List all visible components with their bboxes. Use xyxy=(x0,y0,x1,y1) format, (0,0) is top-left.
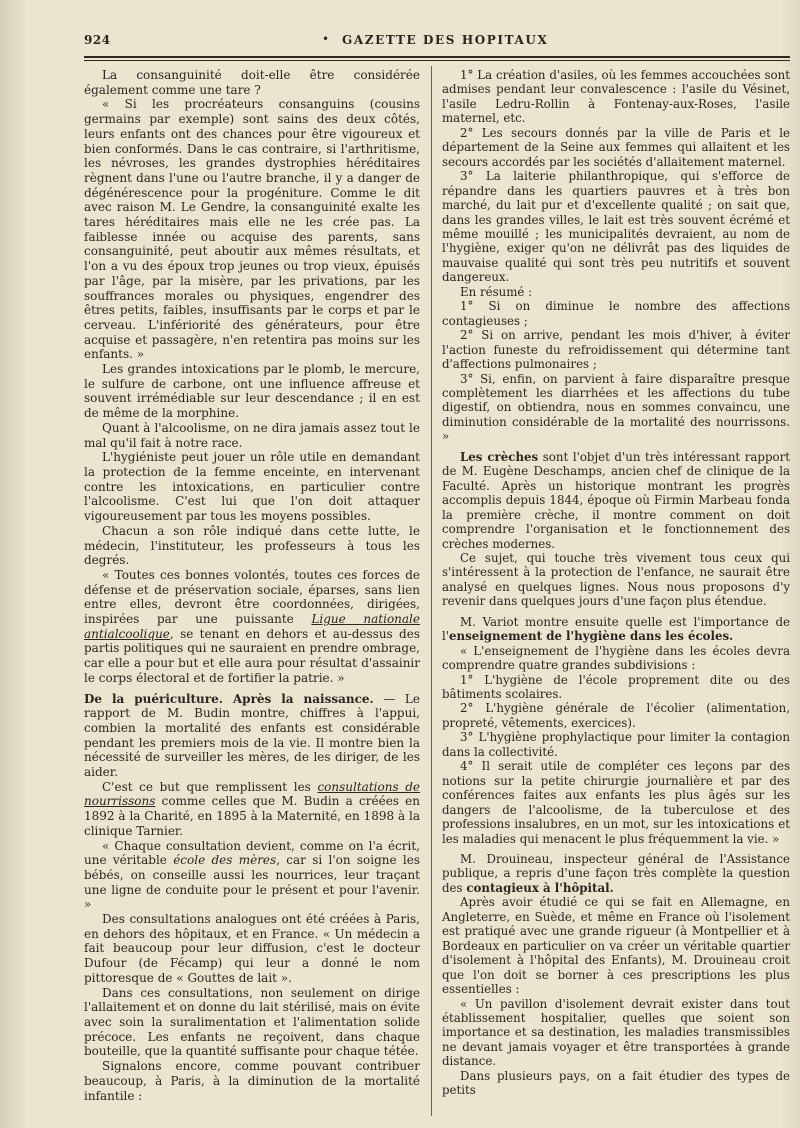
paragraph: L'hygiéniste peut jouer un rôle utile en demandant la protection de la femme enceinte, en intervenant contre les intoxications, en particulier contre l'alcoolisme. C'est lui que l'on doit attaquer vigoureusement par tous les moyens possibles. xyxy=(84,450,420,524)
column-divider xyxy=(431,66,432,1116)
paragraph: Des consultations analogues ont été créées à Paris, en dehors des hôpitaux, et en France. « Un médecin a fait beaucoup pour leur diffusion, c'est le docteur Dufour (de Fécamp) qui leur a donné le nom pittoresque de « Gouttes de lait ». xyxy=(84,912,420,985)
paragraph: « L'enseignement de l'hygiène dans les écoles devra comprendre quatre grandes subdivisions : xyxy=(442,643,790,673)
paragraph: Dans ces consultations, non seulement on dirige l'allaitement et on donne du lait stérilisé, mais on évite avec soin la suralimentation et l'alimentation solide précoce. Les enfants ne reçoivent, dans chaque bouteille, que la quantité suffisante pour chaque tétée. xyxy=(84,985,420,1059)
paragraph: 1° La création d'asiles, où les femmes accouchées sont admises pendant leur convalescence : l'asile du Vésinet, l'asile Ledru-Rollin à Fontenay-aux-Roses, l'asile maternel, etc. xyxy=(442,68,790,126)
right-column xyxy=(442,68,790,1098)
text-run: M. Variot montre ensuite quelle est l'importance de l' xyxy=(442,614,790,644)
paragraph: 1° Si on diminue le nombre des affections contagieuses ; xyxy=(442,299,790,328)
paragraph: En résumé : xyxy=(460,284,533,299)
text-run: C'est ce but que remplissent les xyxy=(102,779,318,794)
section-paragraph-contagieux xyxy=(442,852,790,895)
italic-phrase: Ligue nationale antialcoolique xyxy=(84,612,420,641)
text-run: comme celles que M. Budin a créées en 1892 à la Charité, en 1895 à la Maternité, en 1898 à la clinique Tarnier. xyxy=(84,794,420,838)
paragraph: 1° L'hygiène de l'école proprement dite ou des bâtiments scolaires. xyxy=(442,672,790,702)
paragraph: 3° L'hygiène prophylactique pour limiter la contagion dans la collectivité. xyxy=(442,730,790,759)
header-rule-thin xyxy=(84,60,790,61)
left-column xyxy=(84,68,420,1103)
paragraph: Dans plusieurs pays, on a fait étudier des types de petits xyxy=(442,1068,790,1098)
paragraph: Signalons encore, comme pouvant contribuer beaucoup, à Paris, à la diminution de la mortalité infantile : xyxy=(84,1059,420,1103)
paragraph xyxy=(84,780,420,839)
section-heading: Les crèches xyxy=(460,449,539,464)
italic-phrase: école des mères xyxy=(173,853,277,868)
paragraph: Chacun a son rôle indiqué dans cette lutte, le médecin, l'instituteur, les professeurs à tous les degrés. xyxy=(84,523,420,568)
page-header xyxy=(84,28,790,52)
page-number: 924 xyxy=(84,33,111,47)
paragraph: « Si les procréateurs consanguins (cousins germains par exemple) sont sains des deux côtés, leurs enfants ont des chances pour être vigoureux et bien conformés. Dans le cas contraire, si l'arthritisme, les névroses, les grandes dystrophies héréditaires règnent dans l'une ou l'autre branche, il y a danger de dégénérescence pour la progéniture. Comme le dit avec raison M. Le Gendre, la consanguinité exalte les tares héréditaires mais elle ne les crée pas. La faiblesse innée ou acquise des parents, sans consanguinité, peut aboutir aux mêmes résultats, et l'on a vu des époux trop jeunes ou trop vieux, épuisés par l'âge, par la misère, par les privations, par les souffrances morales ou physiques, engendrer des êtres petits, faibles, insuffisants par le corps et par le cerveau. L'infériorité des générateurs, pour être acquise et passagère, n'en retentira pas moins sur les enfants. » xyxy=(84,97,420,362)
paragraph: « Un pavillon d'isolement devrait exister dans tout établissement hospitalier, quelles que soient son importance et sa destination, les maladies transmissibles ne devant jamais voyager et être transportées à grande distance. xyxy=(442,996,790,1069)
text-run: M. Drouineau, inspecteur général de l'Assistance publique, a repris d'une façon très complète la question des xyxy=(442,852,790,895)
paragraph: 4° Il serait utile de compléter ces leçons par des notions sur la petite chirurgie journalière et par des conférences faites aux enfants les plus âgés sur les dangers de l'alcoolisme, de la tuberculose et des professions insalubres, en un mot, sur les intoxications et les maladies qui menacent le plus fréquemment la vie. » xyxy=(442,759,790,846)
section-heading: De la puériculture. Après la naissance. xyxy=(84,691,374,706)
header-mark: • xyxy=(322,32,330,46)
paragraph: La consanguinité doit-elle être considérée également comme une tare ? xyxy=(84,68,420,97)
text-run: , car si l'on soigne les bébés, on conseille aussi les nourrices, leur traçant une ligne de conduite pour le présent et pour l'avenir. » xyxy=(84,853,420,912)
section-paragraph-creches xyxy=(442,450,790,551)
paragraph xyxy=(84,839,420,913)
paragraph: Les grandes intoxications par le plomb, le mercure, le sulfure de carbone, ont une influence affreuse et souvent irrémédiable sur leur descendance ; il en est de même de la morphine. xyxy=(84,362,420,421)
text-run: « Chaque consultation devient, comme on l'a écrit, une véritable xyxy=(84,838,420,868)
paragraph: Quant à l'alcoolisme, on ne dira jamais assez tout le mal qu'il fait à notre race. xyxy=(84,420,420,450)
text-run: — Le rapport de M. Budin montre, chiffres à l'appui, combien la mortalité des enfants est considérable pendant les premiers mois de la vie. Il montre bien la nécessité de surveiller les mères, de les diriger, de les aider. xyxy=(84,691,420,780)
paragraph: 2° Si on arrive, pendant les mois d'hiver, à éviter l'action funeste du refroidissement qui détermine tant d'affections pulmonaires ; xyxy=(442,328,790,372)
section-paragraph-hygiene-ecoles xyxy=(442,615,790,644)
italic-phrase: consultations de nourrissons xyxy=(84,779,420,809)
text-run: « Toutes ces bonnes volontés, toutes ces forces de défense et de préservation sociale, éparses, sans lien entre elles, devront être coordonnées, dirigées, inspirées par une puissante xyxy=(84,567,420,627)
section-heading: enseignement de l'hygiène dans les écoles. xyxy=(449,629,734,644)
paragraph: 2° Les secours donnés par la ville de Paris et le département de la Seine aux femmes qui allaitent et les secours accordés par les sociétés d'allaitement maternel. xyxy=(442,125,790,169)
section-paragraph-puericulture xyxy=(84,692,420,780)
running-title: GAZETTE DES HOPITAUX xyxy=(342,33,549,47)
text-run: sont l'objet d'un très intéressant rapport de M. Eugène Deschamps, ancien chef de clinique de la Faculté. Après un historique montrant les progrès accomplis depuis 1844, époque où Firmin Marbeau fonda la première crèche, il montre comment on doit comprendre l'organisation et le fonctionnement des crèches modernes. xyxy=(442,449,790,551)
section-heading: contagieux à l'hôpital. xyxy=(466,880,614,895)
paragraph: 3° Si, enfin, on parvient à faire disparaître presque complètement les diarrhées et les affections du tube digestif, on obtiendra, nous en sommes convaincu, une diminution considérable de la mortalité des nourrissons. » xyxy=(442,371,790,444)
paragraph xyxy=(84,568,420,686)
header-rule-thick xyxy=(84,56,790,58)
paragraph: 2° L'hygiène générale de l'écolier (alimentation, propreté, vêtements, exercices). xyxy=(442,701,790,730)
paragraph: Après avoir étudié ce qui se fait en Allemagne, en Angleterre, en Suède, et même en France où l'isolement est pratiqué avec une grande rigueur (à Montpellier et à Bordeaux en particulier on va créer un véritable quartier d'isolement à l'hôpital des Enfants), M. Drouineau croit que l'on doit se borner à ces prescriptions les plus essentielles : xyxy=(442,895,790,997)
paragraph: Ce sujet, qui touche très vivement tous ceux qui s'intéressent à la protection de l'enfance, ne saurait être analysé en quelques lignes. Nous nous proposons d'y revenir dans quelques jours d'une façon plus étendue. xyxy=(442,550,790,609)
paragraph: 3° La laiterie philanthropique, qui s'efforce de répandre dans les quartiers pauvres et à très bon marché, du lait pur et d'excellente qualité ; on sait que, dans les grandes villes, le lait est très souvent écrémé et même mouillé ; les municipalités devraient, au nom de l'hygiène, exiger qu'on ne délivrât pas des liquides de mauvaise qualité qui sont très peu nutritifs et souvent dangereux. xyxy=(442,169,790,285)
text-run: , se tenant en dehors et au-dessus des partis politiques qui ne sauraient en prendre ombrage, car elle a pour but et elle aura pour résultat d'assainir le corps électoral et de fortifier la patrie. » xyxy=(84,626,420,685)
